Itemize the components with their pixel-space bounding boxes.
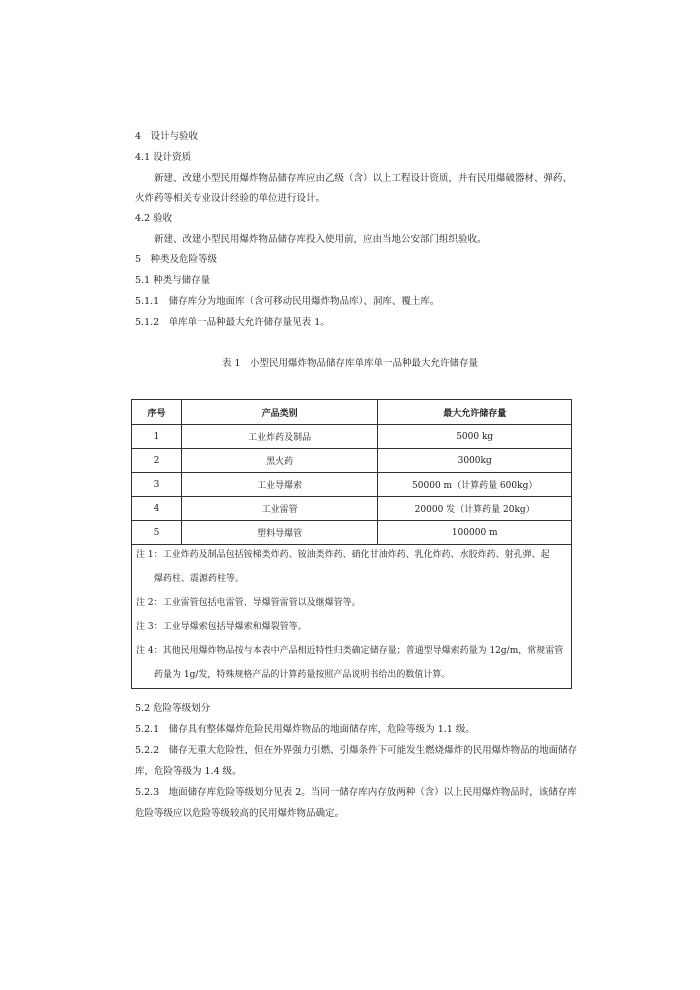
cell-serial: 2 [132, 449, 182, 473]
cell-product: 塑料导爆管 [181, 521, 378, 545]
section-5-2-3-line1: 5.2.3 地面储存库危险等级划分见表 2。当同一储存库内存放两种（含）以上民用爆炸物品时，该储存库 [135, 787, 577, 798]
table-row [132, 449, 572, 473]
section-4-1-paragraph-line1: 新建、改建小型民用爆炸物品储存库应由乙级（含）以上工程设计资质，并有民用爆破器材、弹药、 [154, 173, 573, 184]
table-notes-row [132, 545, 572, 689]
cell-max-storage: 20000 发（计算药量 20kg） [378, 497, 572, 521]
table-note-1-line1: 注 1：工业炸药及制品包括铵梯类炸药、铵油类炸药、硝化甘油炸药、乳化炸药、水胶炸药、射孔弹、起 [136, 550, 550, 560]
cell-product: 工业雷管 [181, 497, 378, 521]
cell-max-storage: 50000 m（计算药量 600kg） [378, 473, 572, 497]
header-product-category: 产品类别 [181, 400, 378, 425]
cell-serial: 4 [132, 497, 182, 521]
cell-max-storage: 100000 m [378, 521, 572, 545]
section-4-1-heading: 4.1 设计资质 [135, 152, 192, 163]
header-max-storage: 最大允许储存量 [378, 400, 572, 425]
table-1 [131, 399, 572, 689]
cell-max-storage: 3000kg [378, 449, 572, 473]
table-header-row [132, 400, 572, 425]
table-row [132, 497, 572, 521]
cell-product: 工业炸药及制品 [181, 425, 378, 449]
section-4-2-paragraph: 新建、改建小型民用爆炸物品储存库投入使用前，应由当地公安部门组织验收。 [154, 234, 487, 245]
section-5-1-2-text: 5.1.2 单库单一品种最大允许储存量见表 1。 [135, 317, 330, 328]
table-note-3: 注 3：工业导爆索包括导爆索和爆裂管等。 [136, 622, 307, 632]
table-row [132, 425, 572, 449]
cell-product: 黑火药 [181, 449, 378, 473]
table-note-4-line1: 注 4：其他民用爆炸物品按与本表中产品相近特性归类确定储存量；普通型导爆索药量为 12g/m，常规雷管 [136, 646, 564, 656]
table-note-1-line2: 爆药柱、震源药柱等。 [154, 574, 245, 584]
table-row [132, 521, 572, 545]
cell-serial: 1 [132, 425, 182, 449]
section-5-2-1-text: 5.2.1 储存具有整体爆炸危险民用爆炸物品的地面储存库，危险等级为 1.1 级。 [135, 724, 475, 735]
cell-serial: 5 [132, 521, 182, 545]
table-notes [132, 545, 572, 689]
table-note-2: 注 2：工业雷管包括电雷管、导爆管雷管以及继爆管等。 [136, 598, 361, 608]
cell-product: 工业导爆索 [181, 473, 378, 497]
header-serial: 序号 [132, 400, 182, 425]
section-5-1-heading: 5.1 种类与储存量 [135, 275, 211, 286]
section-5-2-2-line1: 5.2.2 储存无重大危险性，但在外界强力引燃、引爆条件下可能发生燃烧爆炸的民用爆炸物品的地面储存 [135, 745, 578, 756]
cell-max-storage: 5000 kg [378, 425, 572, 449]
section-4-1-paragraph-line2: 火炸药等相关专业设计经验的单位进行设计。 [135, 193, 326, 204]
section-5-1-1-text: 5.1.1 储存库分为地面库（含可移动民用爆炸物品库）、洞库、覆土库。 [135, 296, 440, 307]
table-note-4 [136, 645, 565, 682]
section-5-2-3-line2: 危险等级应以危险等级较高的民用爆炸物品确定。 [135, 808, 345, 819]
section-5-2-2-line2: 库，危险等级为 1.4 级。 [135, 766, 242, 777]
section-4-heading: 4 设计与验收 [135, 131, 199, 142]
section-5-heading: 5 种类及危险等级 [135, 254, 218, 265]
table-1-caption: 表 1 小型民用爆炸物品储存库单库单一品种最大允许储存量 [221, 358, 479, 369]
table-row [132, 473, 572, 497]
section-4-2-heading: 4.2 验收 [135, 213, 173, 224]
section-5-2-heading: 5.2 危险等级划分 [135, 703, 211, 714]
table-note-1 [136, 549, 565, 586]
table-note-4-line2: 药量为 1g/发，特殊规格产品的计算药量按照产品说明书给出的数值计算。 [154, 670, 451, 680]
cell-serial: 3 [132, 473, 182, 497]
